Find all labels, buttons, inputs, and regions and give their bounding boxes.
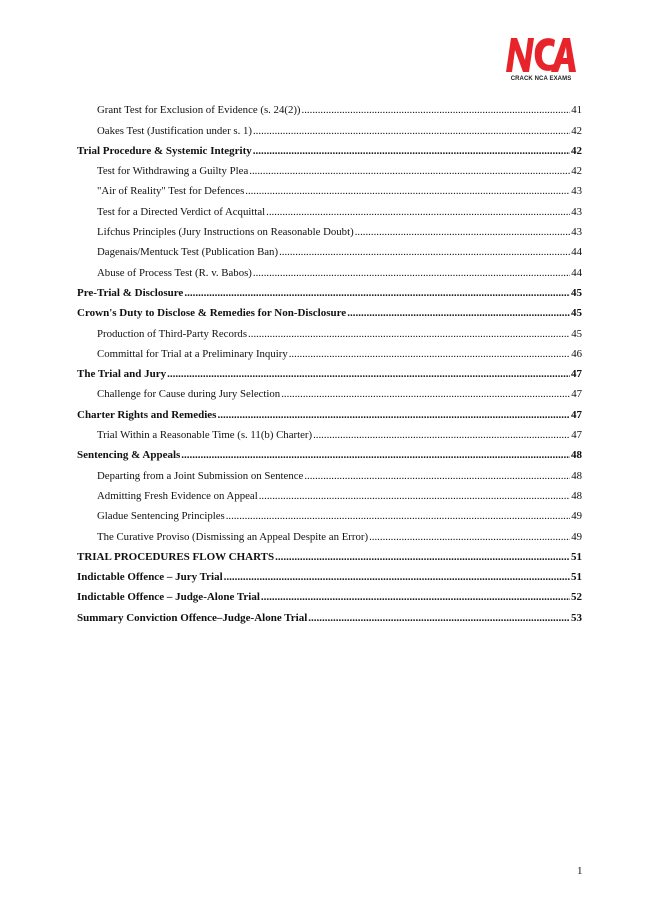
toc-entry[interactable] <box>77 564 582 584</box>
toc-entry[interactable] <box>77 381 582 401</box>
toc-entry-title: Oakes Test (Justification under s. 1) <box>97 124 252 137</box>
toc-entry-title: The Curative Proviso (Dismissing an Appeal Despite an Error) <box>97 530 369 543</box>
toc-entry[interactable] <box>77 442 582 462</box>
toc-entry-page: 45 <box>571 286 582 299</box>
toc-entry-title: Test for Withdrawing a Guilty Plea <box>97 165 249 178</box>
toc-entry[interactable] <box>77 544 582 564</box>
logo-tagline: CRACK NCA EXAMS <box>510 76 572 82</box>
toc-leader-dots <box>313 429 570 442</box>
toc-entry-page: 49 <box>571 530 582 543</box>
toc-entry-title: Crown's Duty to Disclose & Remedies for Non-Disclosure <box>77 307 347 320</box>
toc-leader-dots <box>289 348 570 361</box>
nca-logo-icon <box>503 36 579 74</box>
toc-entry-title: Departing from a Joint Submission on Sentence <box>97 469 304 482</box>
toc-leader-dots <box>308 612 570 625</box>
toc-leader-dots <box>245 185 570 198</box>
toc-entry-title: Abuse of Process Test (R. v. Babos) <box>97 266 252 279</box>
toc-entry-title: Pre-Trial & Disclosure <box>77 286 184 299</box>
toc-entry-page: 51 <box>571 550 582 563</box>
toc-entry-title: Committal for Trial at a Preliminary Inquiry <box>97 347 288 360</box>
toc-entry-page: 47 <box>571 429 582 442</box>
toc-entry[interactable] <box>77 178 582 198</box>
toc-leader-dots <box>304 470 570 483</box>
toc-entry[interactable] <box>77 361 582 381</box>
toc-entry-title: Summary Conviction Offence–Judge-Alone Trial <box>77 611 308 624</box>
toc-entry-page: 43 <box>571 226 582 239</box>
toc-entry-page: 48 <box>571 489 582 502</box>
toc-entry-page: 42 <box>571 165 582 178</box>
toc-leader-dots <box>226 510 570 523</box>
toc-entry[interactable] <box>77 158 582 178</box>
toc-entry-title: Grant Test for Exclusion of Evidence (s. 24(2)) <box>97 104 301 117</box>
toc-leader-dots <box>253 267 570 280</box>
toc-entry-title: Admitting Fresh Evidence on Appeal <box>97 489 258 502</box>
toc-entry-page: 43 <box>571 185 582 198</box>
toc-leader-dots <box>224 571 570 584</box>
toc-entry[interactable] <box>77 198 582 218</box>
toc-entry[interactable] <box>77 239 582 259</box>
toc-entry[interactable] <box>77 259 582 279</box>
toc-entry-title: "Air of Reality" Test for Defences <box>97 185 245 198</box>
toc-leader-dots <box>275 551 570 564</box>
toc-entry-title: Sentencing & Appeals <box>77 449 181 462</box>
toc-entry-page: 45 <box>571 307 582 320</box>
toc-leader-dots <box>167 368 570 381</box>
toc-entry[interactable] <box>77 97 582 117</box>
toc-entry-title: Indictable Offence – Jury Trial <box>77 571 223 584</box>
toc-entry[interactable] <box>77 138 582 158</box>
toc-leader-dots <box>281 388 570 401</box>
toc-entry-title: Charter Rights and Remedies <box>77 408 217 421</box>
toc-entry-title: Production of Third-Party Records <box>97 327 248 340</box>
toc-entry-page: 53 <box>571 611 582 624</box>
toc-entry[interactable] <box>77 320 582 340</box>
toc-leader-dots <box>253 145 570 158</box>
toc-leader-dots <box>249 165 570 178</box>
toc-entry-page: 44 <box>571 266 582 279</box>
toc-entry-page: 48 <box>571 449 582 462</box>
toc-entry-page: 51 <box>571 571 582 584</box>
toc-entry-title: Trial Within a Reasonable Time (s. 11(b) Charter) <box>97 429 313 442</box>
toc-entry[interactable] <box>77 584 582 604</box>
toc-leader-dots <box>347 307 570 320</box>
toc-entry-page: 47 <box>571 388 582 401</box>
toc-entry[interactable] <box>77 117 582 137</box>
toc-entry-title: The Trial and Jury <box>77 368 167 381</box>
toc-entry-title: Test for a Directed Verdict of Acquittal <box>97 205 266 218</box>
toc-entry[interactable] <box>77 341 582 361</box>
toc-entry-page: 52 <box>571 591 582 604</box>
toc-entry-page: 49 <box>571 510 582 523</box>
toc-entry[interactable] <box>77 523 582 543</box>
toc-leader-dots <box>217 409 570 422</box>
toc-entry-title: Lifchus Principles (Jury Instructions on Reasonable Doubt) <box>97 226 354 239</box>
toc-entry[interactable] <box>77 503 582 523</box>
toc-entry[interactable] <box>77 300 582 320</box>
toc-entry-title: Dagenais/Mentuck Test (Publication Ban) <box>97 246 279 259</box>
toc-entry-title: Trial Procedure & Systemic Integrity <box>77 144 252 157</box>
toc-leader-dots <box>279 246 570 259</box>
toc-entry[interactable] <box>77 280 582 300</box>
toc-leader-dots <box>184 287 570 300</box>
toc-entry-page: 48 <box>571 469 582 482</box>
toc-entry-page: 47 <box>571 408 582 421</box>
toc-entry-title: Gladue Sentencing Principles <box>97 510 225 523</box>
toc-leader-dots <box>261 591 570 604</box>
toc-leader-dots <box>181 449 570 462</box>
toc-entry[interactable] <box>77 462 582 482</box>
toc-entry-title: TRIAL PROCEDURES FLOW CHARTS <box>77 550 275 563</box>
toc-entry[interactable] <box>77 422 582 442</box>
toc-entry[interactable] <box>77 483 582 503</box>
toc-entry-title: Indictable Offence – Judge-Alone Trial <box>77 591 260 604</box>
toc-entry-title: Challenge for Cause during Jury Selection <box>97 388 281 401</box>
brand-logo <box>503 36 579 86</box>
toc-entry[interactable] <box>77 604 582 624</box>
toc-entry-page: 42 <box>571 124 582 137</box>
page-number: 1 <box>577 865 583 877</box>
table-of-contents <box>77 97 582 625</box>
toc-entry-page: 44 <box>571 246 582 259</box>
toc-leader-dots <box>355 226 571 239</box>
toc-leader-dots <box>302 104 571 117</box>
toc-entry[interactable] <box>77 219 582 239</box>
toc-leader-dots <box>259 490 570 503</box>
toc-leader-dots <box>253 125 570 138</box>
toc-entry-page: 46 <box>571 347 582 360</box>
toc-leader-dots <box>369 531 570 544</box>
toc-leader-dots <box>266 206 570 219</box>
toc-entry-page: 47 <box>571 368 582 381</box>
toc-entry-page: 45 <box>571 327 582 340</box>
toc-entry-page: 43 <box>571 205 582 218</box>
toc-leader-dots <box>248 328 570 341</box>
toc-entry-page: 42 <box>571 144 582 157</box>
toc-entry-page: 41 <box>571 104 582 117</box>
toc-entry[interactable] <box>77 401 582 421</box>
